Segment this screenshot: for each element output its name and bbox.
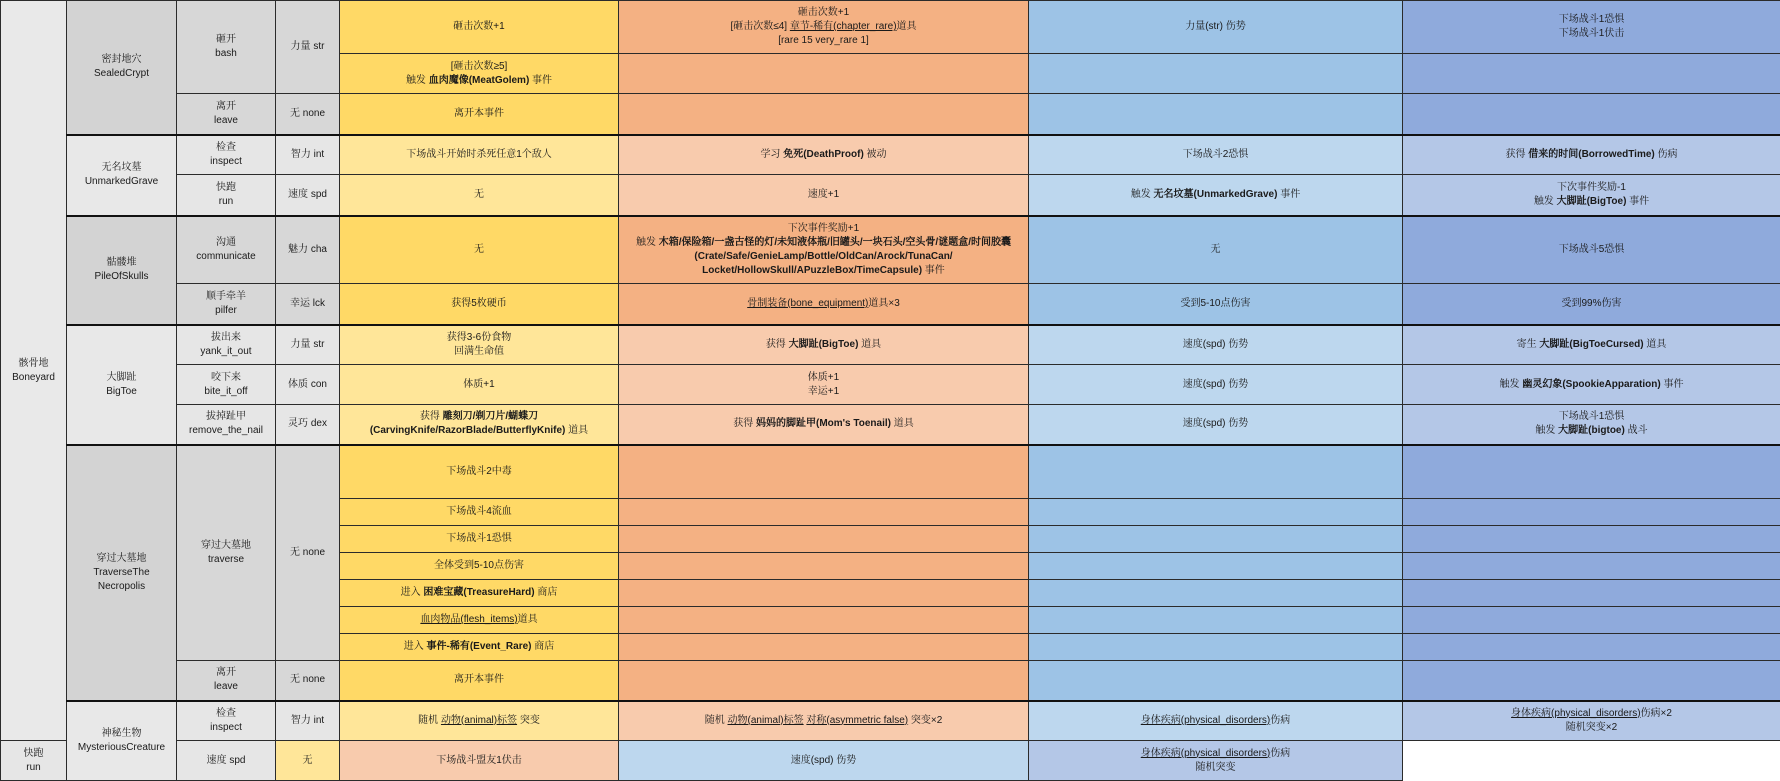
outcome-great-cell: 下场战斗2中毒 — [340, 445, 619, 499]
option-name-cn: 砸开 — [181, 33, 271, 47]
cell-text: 进入 — [401, 587, 424, 598]
option-name-cn: 沟通 — [181, 236, 271, 250]
outcome-great-cell: 无 — [276, 741, 340, 781]
table-row — [1, 701, 1780, 741]
outcome-worst-cell — [1403, 701, 1780, 741]
option-name-cn: 快跑 — [5, 747, 62, 761]
option-cell-run — [177, 175, 276, 216]
cell-text — [344, 424, 614, 438]
option-name-en: leave — [181, 680, 271, 694]
outcome-bad-cell — [1029, 54, 1403, 94]
option-cell-inspect — [177, 701, 276, 741]
event-name-cn: 穿过大墓地 — [71, 552, 172, 566]
region-name-en: Boneyard — [5, 371, 62, 385]
event-name-en: SealedCrypt — [71, 67, 172, 81]
outcome-bad-cell — [1029, 634, 1403, 661]
option-name-en: leave — [181, 114, 271, 128]
outcome-great-cell: 全体受到5-10点伤害 — [340, 553, 619, 580]
cell-text: 进入 — [404, 641, 427, 652]
outcome-worst-cell — [1403, 325, 1780, 365]
option-name-en: traverse — [181, 553, 271, 567]
cell-text: 随机突变 — [1033, 761, 1398, 775]
outcome-great-cell: 获得5枚硬币 — [340, 284, 619, 325]
cell-text: 幸运+1 — [623, 385, 1024, 399]
option-cell-pilfer — [177, 284, 276, 325]
outcome-bad-cell — [1029, 580, 1403, 607]
option-name-cn: 快跑 — [181, 181, 271, 195]
event-name-en: TraverseThe — [71, 566, 172, 580]
option-name-cn: 咬下来 — [181, 371, 271, 385]
cell-text: 获得 — [420, 411, 443, 422]
option-name-cn: 离开 — [181, 666, 271, 680]
event-ref: 幽灵幻象(SpookieApparation) — [1522, 379, 1660, 390]
event-ref: 木箱/保险箱/一盏古怪的灯/未知液体瓶/旧罐头/一块石头/空头骨/谜题盒/时间胶囊 — [659, 237, 1011, 248]
cell-text: 突变×2 — [908, 715, 942, 726]
stat-cell: 速度 spd — [177, 741, 276, 781]
cell-text: 随机 — [418, 715, 441, 726]
outcome-worst-cell — [1403, 175, 1780, 216]
outcome-bad-cell: 速度(spd) 伤势 — [1029, 405, 1403, 445]
option-name-cn: 穿过大墓地 — [181, 539, 271, 553]
option-name-en: inspect — [181, 155, 271, 169]
outcome-good-cell — [619, 553, 1029, 580]
outcome-good-cell — [619, 1, 1029, 54]
stat-cell: 智力 int — [276, 701, 340, 741]
cell-text: 下场战斗1恐惧 — [1407, 13, 1776, 27]
outcome-worst-cell: 受到99%伤害 — [1403, 284, 1780, 325]
event-name-en: UnmarkedGrave — [71, 175, 172, 189]
item-ref: 雕刻刀/剃刀片/蝴蝶刀 — [443, 411, 539, 422]
cell-text: 伤病 — [1655, 149, 1678, 160]
cell-text: 商店 — [532, 641, 555, 652]
stat-cell: 无 none — [276, 445, 340, 661]
outcome-great-cell — [340, 607, 619, 634]
outcome-bad-cell — [1029, 553, 1403, 580]
outcome-bad-cell — [1029, 661, 1403, 701]
option-cell-inspect — [177, 135, 276, 175]
outcome-bad-cell — [1029, 445, 1403, 499]
stat-cell: 魅力 cha — [276, 216, 340, 284]
passive-ref: 免死(DeathProof) — [783, 149, 864, 160]
outcome-worst-cell — [1403, 634, 1780, 661]
option-name-en: run — [181, 195, 271, 209]
event-cell-big-toe — [67, 325, 177, 445]
table-row — [1, 661, 1780, 701]
option-cell-traverse — [177, 445, 276, 661]
outcome-worst-cell — [1403, 94, 1780, 135]
outcome-worst-cell — [1403, 526, 1780, 553]
event-name-en: Necropolis — [71, 580, 172, 594]
region-cell — [1, 1, 67, 741]
event-name-cn: 无名坟墓 — [71, 161, 172, 175]
table-row — [1, 405, 1780, 445]
outcome-worst-cell — [1403, 405, 1780, 445]
event-ref: 血肉魔像(MeatGolem) — [429, 75, 530, 86]
cell-text: 下次事件奖励-1 — [1407, 181, 1776, 195]
cell-text: 触发 — [1534, 196, 1557, 207]
outcome-bad-cell: 速度(spd) 伤势 — [1029, 365, 1403, 405]
option-name-en: run — [5, 761, 62, 775]
option-cell-leave — [177, 661, 276, 701]
option-cell-bite — [177, 365, 276, 405]
outcome-worst-cell — [1403, 365, 1780, 405]
cell-text — [344, 410, 614, 424]
cell-text: 道具 — [858, 339, 881, 350]
cell-text: 获得 — [733, 418, 756, 429]
option-name-en: inspect — [181, 721, 271, 735]
item-ref: (CarvingKnife/RazorBlade/ButterflyKnife) — [370, 425, 566, 436]
option-name-cn: 检查 — [181, 707, 271, 721]
outcome-worst-cell — [1403, 553, 1780, 580]
option-name-en: bite_it_off — [181, 385, 271, 399]
table-row — [1, 284, 1780, 325]
tag-link: 对称(asymmetric false) — [806, 715, 908, 726]
cell-text: 道具 — [565, 425, 588, 436]
cell-text: 道具 — [897, 21, 917, 32]
option-name-en: bash — [181, 47, 271, 61]
event-name-cn: 神秘生物 — [71, 727, 172, 741]
cell-text: 获得 — [1505, 149, 1528, 160]
cell-text: 战斗 — [1625, 425, 1648, 436]
event-cell-sealed-crypt — [67, 1, 177, 135]
option-name-cn: 顺手牵羊 — [181, 290, 271, 304]
cell-text: 学习 — [760, 149, 783, 160]
outcome-good-cell: 下场战斗盟友1伏击 — [340, 741, 619, 781]
outcome-bad-cell — [1029, 607, 1403, 634]
cell-text: 伤病 — [1270, 715, 1290, 726]
outcome-good-cell — [619, 94, 1029, 135]
cell-text: 下场战斗1伏击 — [1407, 27, 1776, 41]
cell-text: 事件 — [529, 75, 552, 86]
outcome-great-cell — [340, 54, 619, 94]
cell-text — [344, 74, 614, 88]
outcome-worst-cell — [1403, 580, 1780, 607]
event-cell-mysterious-creature — [67, 701, 177, 781]
event-name-cn: 骷髅堆 — [71, 256, 172, 270]
cell-text: 触发 — [1535, 425, 1558, 436]
outcome-good-cell — [619, 54, 1029, 94]
option-cell-communicate — [177, 216, 276, 284]
cell-text: 寄生 — [1517, 339, 1540, 350]
outcome-good-cell — [619, 580, 1029, 607]
cell-text: 回满生命值 — [344, 345, 614, 359]
outcome-bad-cell: 力量(str) 伤势 — [1029, 1, 1403, 54]
event-cell-pile-of-skulls — [67, 216, 177, 325]
outcome-great-cell: 下场战斗4流血 — [340, 499, 619, 526]
outcome-good-cell — [619, 216, 1029, 284]
stat-cell: 幸运 lck — [276, 284, 340, 325]
outcome-good-cell — [619, 405, 1029, 445]
tag-link: 动物(animal)标签 — [728, 715, 804, 726]
cell-text — [1407, 707, 1776, 721]
outcome-great-cell — [340, 580, 619, 607]
stat-cell: 力量 str — [276, 325, 340, 365]
event-name-cn: 密封地穴 — [71, 53, 172, 67]
option-cell-run — [1, 741, 67, 781]
option-name-cn: 检查 — [181, 141, 271, 155]
outcome-worst-cell: 下场战斗5恐惧 — [1403, 216, 1780, 284]
cell-text: 获得 — [766, 339, 789, 350]
outcome-worst-cell — [1403, 135, 1780, 175]
cell-text: 随机突变×2 — [1407, 721, 1776, 735]
shop-ref: 事件-稀有(Event_Rare) — [426, 641, 531, 652]
outcome-great-cell — [340, 325, 619, 365]
stat-cell: 力量 str — [276, 1, 340, 94]
table-row — [1, 135, 1780, 175]
outcome-worst-cell — [1403, 54, 1780, 94]
table-row — [1, 94, 1780, 135]
cell-text: 突变 — [517, 715, 540, 726]
cell-text — [1407, 195, 1776, 209]
outcome-great-cell: 体质+1 — [340, 365, 619, 405]
stat-cell: 速度 spd — [276, 175, 340, 216]
outcome-bad-cell — [1029, 701, 1403, 741]
option-cell-yank — [177, 325, 276, 365]
outcome-bad-cell: 无 — [1029, 216, 1403, 284]
stat-cell: 无 none — [276, 661, 340, 701]
option-cell-remove-nail — [177, 405, 276, 445]
outcome-great-cell: 无 — [340, 175, 619, 216]
outcome-good-cell — [619, 135, 1029, 175]
cell-text: 触发 — [1500, 379, 1523, 390]
outcome-good-cell — [619, 701, 1029, 741]
cell-text: 事件 — [1661, 379, 1684, 390]
cell-text — [623, 264, 1024, 278]
outcome-worst-cell — [1403, 607, 1780, 634]
cell-text — [1407, 424, 1776, 438]
cell-text: [砸击次数≥5] — [344, 60, 614, 74]
outcome-great-cell — [340, 701, 619, 741]
cell-text: 商店 — [535, 587, 558, 598]
table-row — [1, 325, 1780, 365]
option-name-cn: 拔掉趾甲 — [181, 410, 271, 424]
event-cell-traverse-necropolis — [67, 445, 177, 701]
option-name-en: pilfer — [181, 304, 271, 318]
outcome-good-cell — [619, 365, 1029, 405]
cell-text: 获得3-6份食物 — [344, 331, 614, 345]
table-row — [1, 445, 1780, 499]
option-name-en: remove_the_nail — [181, 424, 271, 438]
event-ref: 无名坟墓(UnmarkedGrave) — [1154, 189, 1278, 200]
outcome-bad-cell — [1029, 499, 1403, 526]
outcome-bad-cell — [1029, 175, 1403, 216]
table-row — [1, 741, 1780, 781]
cell-text: 道具 — [1644, 339, 1667, 350]
option-name-cn: 拔出来 — [181, 331, 271, 345]
outcome-worst-cell — [1029, 741, 1403, 781]
item-link: 血肉物品(flesh_items) — [420, 614, 517, 625]
outcome-good-cell: 速度+1 — [619, 175, 1029, 216]
cell-text: 事件 — [922, 265, 945, 276]
cell-text: 伤病×2 — [1641, 708, 1672, 719]
table-row — [1, 365, 1780, 405]
outcome-worst-cell — [1403, 1, 1780, 54]
cell-text: 砸击次数+1 — [623, 6, 1024, 20]
item-ref: 大脚趾(BigToeCursed) — [1539, 339, 1643, 350]
cell-text — [1033, 747, 1398, 761]
outcome-worst-cell — [1403, 445, 1780, 499]
outcome-good-cell — [619, 499, 1029, 526]
outcome-bad-cell: 速度(spd) 伤势 — [619, 741, 1029, 781]
item-link: 骨制装备(bone_equipment) — [747, 298, 868, 309]
event-ref: 大脚趾(BigToe) — [1557, 196, 1627, 207]
cell-text: 道具 — [891, 418, 914, 429]
item-ref: 妈妈的脚趾甲(Mom's Toenail) — [756, 418, 891, 429]
outcome-good-cell — [619, 607, 1029, 634]
stat-cell: 体质 con — [276, 365, 340, 405]
cell-text: 触发 — [1131, 189, 1154, 200]
outcome-great-cell: 下场战斗开始时杀死任意1个敌人 — [340, 135, 619, 175]
shop-ref: 困难宝藏(TreasureHard) — [423, 587, 534, 598]
cell-text: 下次事件奖励+1 — [623, 222, 1024, 236]
region-name-cn: 骸骨地 — [5, 357, 62, 371]
outcome-great-cell: 砸击次数+1 — [340, 1, 619, 54]
cell-text — [623, 236, 1024, 250]
outcome-bad-cell — [1029, 526, 1403, 553]
cell-text: 道具×3 — [868, 298, 899, 309]
outcome-great-cell: 下场战斗1恐惧 — [340, 526, 619, 553]
outcome-great-cell: 离开本事件 — [340, 661, 619, 701]
outcome-worst-cell — [1403, 661, 1780, 701]
cell-text — [623, 20, 1024, 34]
outcome-bad-cell: 下场战斗2恐惧 — [1029, 135, 1403, 175]
outcome-great-cell — [340, 634, 619, 661]
outcome-great-cell — [340, 405, 619, 445]
table-row — [1, 175, 1780, 216]
cell-text: 下场战斗1恐惧 — [1407, 410, 1776, 424]
stat-cell: 无 none — [276, 94, 340, 135]
injury-link: 身体疾病(physical_disorders) — [1141, 715, 1270, 726]
item-ref: 大脚趾(BigToe) — [789, 339, 859, 350]
outcome-bad-cell — [1029, 94, 1403, 135]
event-cell-unmarked-grave — [67, 135, 177, 216]
outcome-worst-cell — [1403, 499, 1780, 526]
item-link: 章节-稀有(chapter_rare) — [790, 21, 897, 32]
outcome-great-cell: 无 — [340, 216, 619, 284]
cell-text: 伤病 — [1270, 748, 1290, 759]
option-cell-bash — [177, 1, 276, 94]
cell-text: 随机 — [705, 715, 728, 726]
stat-cell: 智力 int — [276, 135, 340, 175]
event-ref: Locket/HollowSkull/APuzzleBox/TimeCapsule) — [702, 265, 922, 276]
option-name-en: yank_it_out — [181, 345, 271, 359]
event-name-en: PileOfSkulls — [71, 270, 172, 284]
injury-link: 身体疾病(physical_disorders) — [1141, 748, 1270, 759]
option-cell-leave — [177, 94, 276, 135]
cell-text: 被动 — [864, 149, 887, 160]
outcome-bad-cell: 速度(spd) 伤势 — [1029, 325, 1403, 365]
cell-text: 触发 — [406, 75, 429, 86]
event-name-cn: 大脚趾 — [71, 371, 172, 385]
event-name-en: BigToe — [71, 385, 172, 399]
cell-text: 触发 — [636, 237, 659, 248]
tag-link: 动物(animal)标签 — [441, 715, 517, 726]
event-ref: (Crate/Safe/GenieLamp/Bottle/OldCan/Arock/TunaCan/ — [623, 250, 1024, 264]
outcome-good-cell — [619, 284, 1029, 325]
cell-text: [rare 15 very_rare 1] — [623, 34, 1024, 48]
option-name-cn: 离开 — [181, 100, 271, 114]
outcome-bad-cell: 受到5-10点伤害 — [1029, 284, 1403, 325]
outcome-good-cell — [619, 661, 1029, 701]
table-row — [1, 1, 1780, 54]
table-row — [1, 216, 1780, 284]
cell-text: [砸击次数≤4] — [730, 21, 789, 32]
stat-cell: 灵巧 dex — [276, 405, 340, 445]
outcome-good-cell — [619, 634, 1029, 661]
outcome-great-cell: 离开本事件 — [340, 94, 619, 135]
injury-ref: 借来的时间(BorrowedTime) — [1528, 149, 1655, 160]
outcome-good-cell — [619, 325, 1029, 365]
outcome-good-cell — [619, 445, 1029, 499]
cell-text: 事件 — [1626, 196, 1649, 207]
outcome-good-cell — [619, 526, 1029, 553]
injury-link: 身体疾病(physical_disorders) — [1511, 708, 1640, 719]
event-name-en: MysteriousCreature — [71, 741, 172, 755]
cell-text: 道具 — [518, 614, 538, 625]
cell-text: 事件 — [1277, 189, 1300, 200]
combat-ref: 大脚趾(bigtoe) — [1558, 425, 1625, 436]
cell-text: 体质+1 — [623, 371, 1024, 385]
option-name-en: communicate — [181, 250, 271, 264]
